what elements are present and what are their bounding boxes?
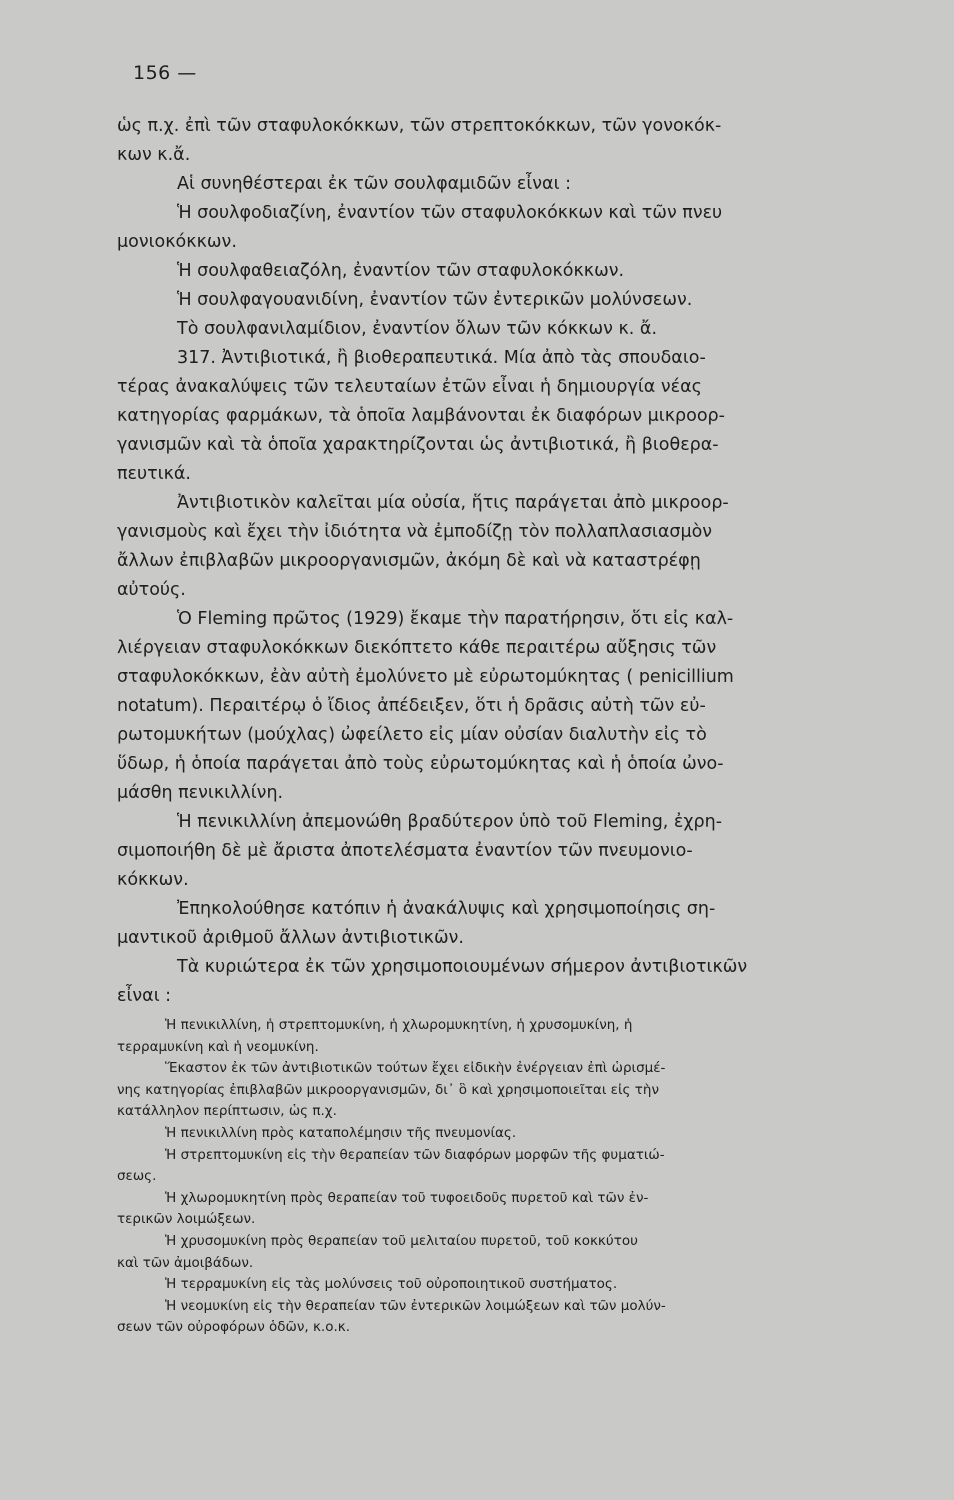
small-text-line: Ἡ πενικιλλίνη πρὸς καταπολέμησιν τῆς πνευμονίας. bbox=[165, 1124, 517, 1141]
text-line: Τὸ σουλφανιλαμίδιον, ἐναντίον ὅλων τῶν κόκκων κ. ἄ. bbox=[177, 319, 658, 339]
text-line: μάσθη πενικιλλίνη. bbox=[117, 783, 284, 803]
page-body bbox=[117, 112, 869, 1339]
text-line: notatum). Περαιτέρῳ ὁ ἴδιος ἀπέδειξεν, ὅτι ἡ δρᾶσις αὐτὴ τῶν εὐ- bbox=[117, 696, 706, 716]
text-line: Ἡ σουλφαθειαζόλη, ἐναντίον τῶν σταφυλοκόκκων. bbox=[177, 261, 625, 281]
text-line: ἄλλων ἐπιβλαβῶν μικροοργανισμῶν, ἀκόμη δὲ καὶ νὰ καταστρέφῃ bbox=[117, 551, 701, 571]
text-line: σταφυλοκόκκων, ἐὰν αὐτὴ ἐμολύνετο μὲ εὐρωτομύκητας ( penicillium bbox=[117, 667, 734, 687]
small-text-line: κατάλληλον περίπτωσιν, ὡς π.χ. bbox=[117, 1103, 337, 1120]
text-line: εἶναι : bbox=[117, 986, 172, 1006]
small-text-line: σεων τῶν οὐροφόρων ὁδῶν, κ.ο.κ. bbox=[117, 1319, 351, 1336]
page-number: 156 — bbox=[133, 62, 197, 84]
text-line: Ἐπηκολούθησε κατόπιν ἡ ἀνακάλυψις καὶ χρησιμοποίησις ση- bbox=[177, 899, 716, 919]
text-line: μονιοκόκκων. bbox=[117, 232, 237, 252]
small-text-line: Ἡ χρυσομυκίνη πρὸς θεραπείαν τοῦ μελιταίου πυρετοῦ, τοῦ κοκκύτου bbox=[165, 1232, 638, 1249]
small-text-line: τερικῶν λοιμώξεων. bbox=[117, 1211, 256, 1228]
small-text-line: Ἡ χλωρομυκητίνη πρὸς θεραπείαν τοῦ τυφοειδοῦς πυρετοῦ καὶ τῶν ἐν- bbox=[165, 1189, 649, 1206]
text-line: κων κ.ἄ. bbox=[117, 145, 191, 165]
text-line: λιέργειαν σταφυλοκόκκων διεκόπτετο κάθε περαιτέρω αὔξησις τῶν bbox=[117, 638, 717, 658]
section-heading: 317. Ἀντιβιοτικά, ἢ βιοθεραπευτικά. Μία ἀπὸ τὰς σπουδαιο- bbox=[177, 348, 706, 368]
small-print-section bbox=[117, 1015, 869, 1339]
text-line: Ἀντιβιοτικὸν καλεῖται μία οὐσία, ἥτις παράγεται ἀπὸ μικροορ- bbox=[177, 493, 729, 513]
small-text-line: νης κατηγορίας ἐπιβλαβῶν μικροοργανισμῶν, δι᾽ ὃ καὶ χρησιμοποιεῖται εἰς τὴν bbox=[117, 1081, 659, 1098]
text-line: ὡς π.χ. ἐπὶ τῶν σταφυλοκόκκων, τῶν στρεπτοκόκκων, τῶν γονοκόκ- bbox=[117, 116, 722, 136]
text-line: σιμοποιήθη δὲ μὲ ἄριστα ἀποτελέσματα ἐναντίον τῶν πνευμονιο- bbox=[117, 841, 693, 861]
small-text-line: Ἡ πενικιλλίνη, ἡ στρεπτομυκίνη, ἡ χλωρομυκητίνη, ἡ χρυσομυκίνη, ἡ bbox=[165, 1017, 633, 1033]
text-line: γανισμοὺς καὶ ἔχει τὴν ἰδιότητα νὰ ἐμποδίζῃ τὸν πολλαπλασιασμὸν bbox=[117, 522, 713, 542]
text-line: κατηγορίας φαρμάκων, τὰ ὁποῖα λαμβάνονται ἐκ διαφόρων μικροορ- bbox=[117, 406, 725, 426]
text-line: πευτικά. bbox=[117, 464, 191, 484]
small-text-line: Ἡ νεομυκίνη εἰς τὴν θεραπείαν τῶν ἐντερικῶν λοιμώξεων καὶ τῶν μολύν- bbox=[165, 1297, 666, 1314]
text-line: ὕδωρ, ἡ ὁποία παράγεται ἀπὸ τοὺς εὐρωτομύκητας καὶ ἡ ὁποία ὠνο- bbox=[117, 754, 724, 774]
text-line: Ὁ Fleming πρῶτος (1929) ἔκαμε τὴν παρατήρησιν, ὅτι εἰς καλ- bbox=[177, 609, 734, 629]
small-text-line: καὶ τῶν ἀμοιβάδων. bbox=[117, 1254, 254, 1271]
small-text-line: Ἡ τερραμυκίνη εἰς τὰς μολύνσεις τοῦ οὐροποιητικοῦ συστήματος. bbox=[165, 1276, 618, 1293]
text-line: ρωτομυκήτων (μούχλας) ὠφείλετο εἰς μίαν οὐσίαν διαλυτὴν εἰς τὸ bbox=[117, 725, 707, 745]
text-line: γανισμῶν καὶ τὰ ὁποῖα χαρακτηρίζονται ὡς ἀντιβιοτικά, ἢ βιοθερα- bbox=[117, 435, 719, 455]
text-line: Ἡ πενικιλλίνη ἀπεμονώθη βραδύτερον ὑπὸ τοῦ Fleming, ἐχρη- bbox=[177, 812, 723, 832]
text-line: Τὰ κυριώτερα ἐκ τῶν χρησιμοποιουμένων σήμερον ἀντιβιοτικῶν bbox=[177, 957, 748, 977]
small-text-line: Ἕκαστον ἐκ τῶν ἀντιβιοτικῶν τούτων ἔχει εἰδικὴν ἐνέργειαν ἐπὶ ὡρισμέ- bbox=[165, 1060, 666, 1077]
text-line: κόκκων. bbox=[117, 870, 189, 890]
text-line: μαντικοῦ ἀριθμοῦ ἄλλων ἀντιβιοτικῶν. bbox=[117, 928, 464, 948]
text-line: Ἡ σουλφοδιαζίνη, ἐναντίον τῶν σταφυλοκόκκων καὶ τῶν πνευ bbox=[177, 203, 723, 223]
small-text-line: τερραμυκίνη καὶ ἡ νεομυκίνη. bbox=[117, 1038, 319, 1055]
text-line: Ἡ σουλφαγουανιδίνη, ἐναντίον τῶν ἐντερικῶν μολύνσεων. bbox=[177, 290, 693, 310]
small-text-line: Ἡ στρεπτομυκίνη εἰς τὴν θεραπείαν τῶν διαφόρων μορφῶν τῆς φυματιώ- bbox=[165, 1146, 665, 1163]
small-text-line: σεως. bbox=[117, 1168, 157, 1185]
text-line: τέρας ἀνακαλύψεις τῶν τελευταίων ἐτῶν εἶναι ἡ δημιουργία νέας bbox=[117, 377, 702, 397]
text-line: αὐτούς. bbox=[117, 580, 186, 600]
text-line: Αἱ συνηθέστεραι ἐκ τῶν σουλφαμιδῶν εἶναι : bbox=[177, 174, 571, 194]
